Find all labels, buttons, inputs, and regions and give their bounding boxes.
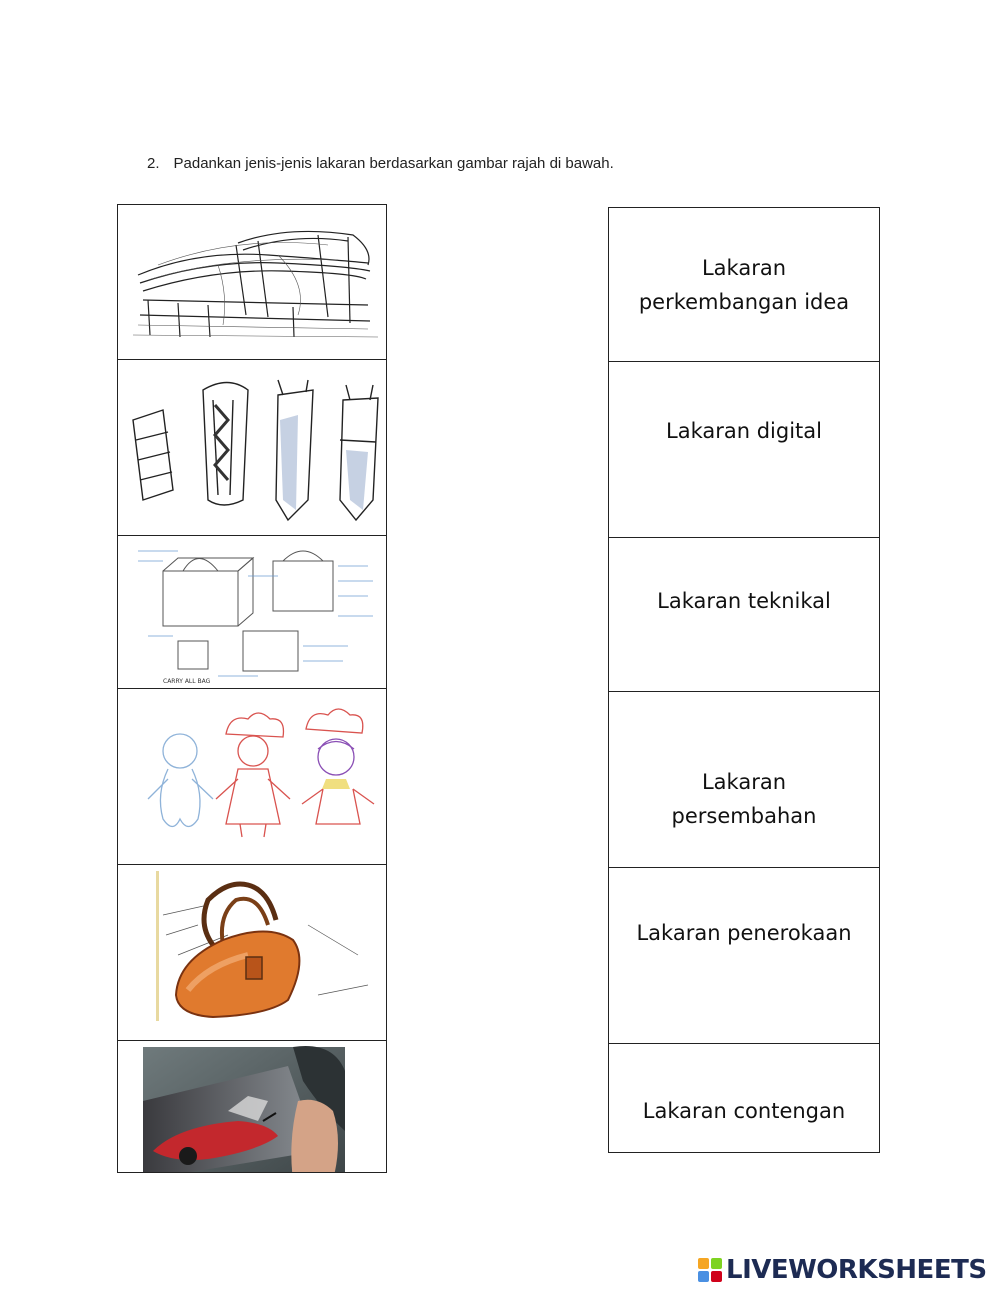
technical-bag-drawing-svg [118,536,387,689]
liveworksheets-logo [698,1254,987,1286]
image-architectural-sketch[interactable] [117,204,387,360]
image-chef-character-sketch[interactable] [117,688,387,865]
image-orange-bag-rendering[interactable] [117,864,387,1041]
bag-exploration-drawing [118,360,387,536]
label-lakaran-digital[interactable]: Lakaran digital [608,361,880,538]
image-technical-bag-drawing[interactable] [117,535,387,689]
logo-square-1 [698,1258,709,1269]
orange-bag-drawing [118,865,387,1041]
instruction [147,155,614,172]
logo-mark-icon [698,1258,722,1282]
image-digital-tablet-photo[interactable] [117,1040,387,1173]
label-lakaran-perkembangan-idea[interactable] [608,207,880,362]
architectural-sketch-drawing [118,205,387,360]
chef-character-drawing [118,689,387,865]
label-lakaran-contengan[interactable]: Lakaran contengan [608,1043,880,1153]
label-lakaran-persembahan[interactable] [608,691,880,868]
label-text-4: Lakaran persembahan [671,769,817,828]
label-lakaran-teknikal[interactable]: Lakaran teknikal [608,537,880,692]
logo-square-4 [711,1271,722,1282]
digital-tablet-photo-svg [118,1041,387,1173]
image-bag-exploration-sketch[interactable] [117,359,387,536]
logo-text: LIVEWORKSHEETS [726,1255,987,1285]
technical-drawing-caption: CARRY ALL BAG [163,678,211,685]
label-text-1: Lakaran perkembangan idea [638,255,850,314]
label-lakaran-penerokaan[interactable]: Lakaran penerokaan [608,867,880,1044]
logo-square-3 [698,1271,709,1282]
logo-square-2 [711,1258,722,1269]
instruction-text: Padankan jenis-jenis lakaran berdasarkan gambar rajah di bawah. [173,155,614,172]
question-number: 2. [147,155,160,172]
